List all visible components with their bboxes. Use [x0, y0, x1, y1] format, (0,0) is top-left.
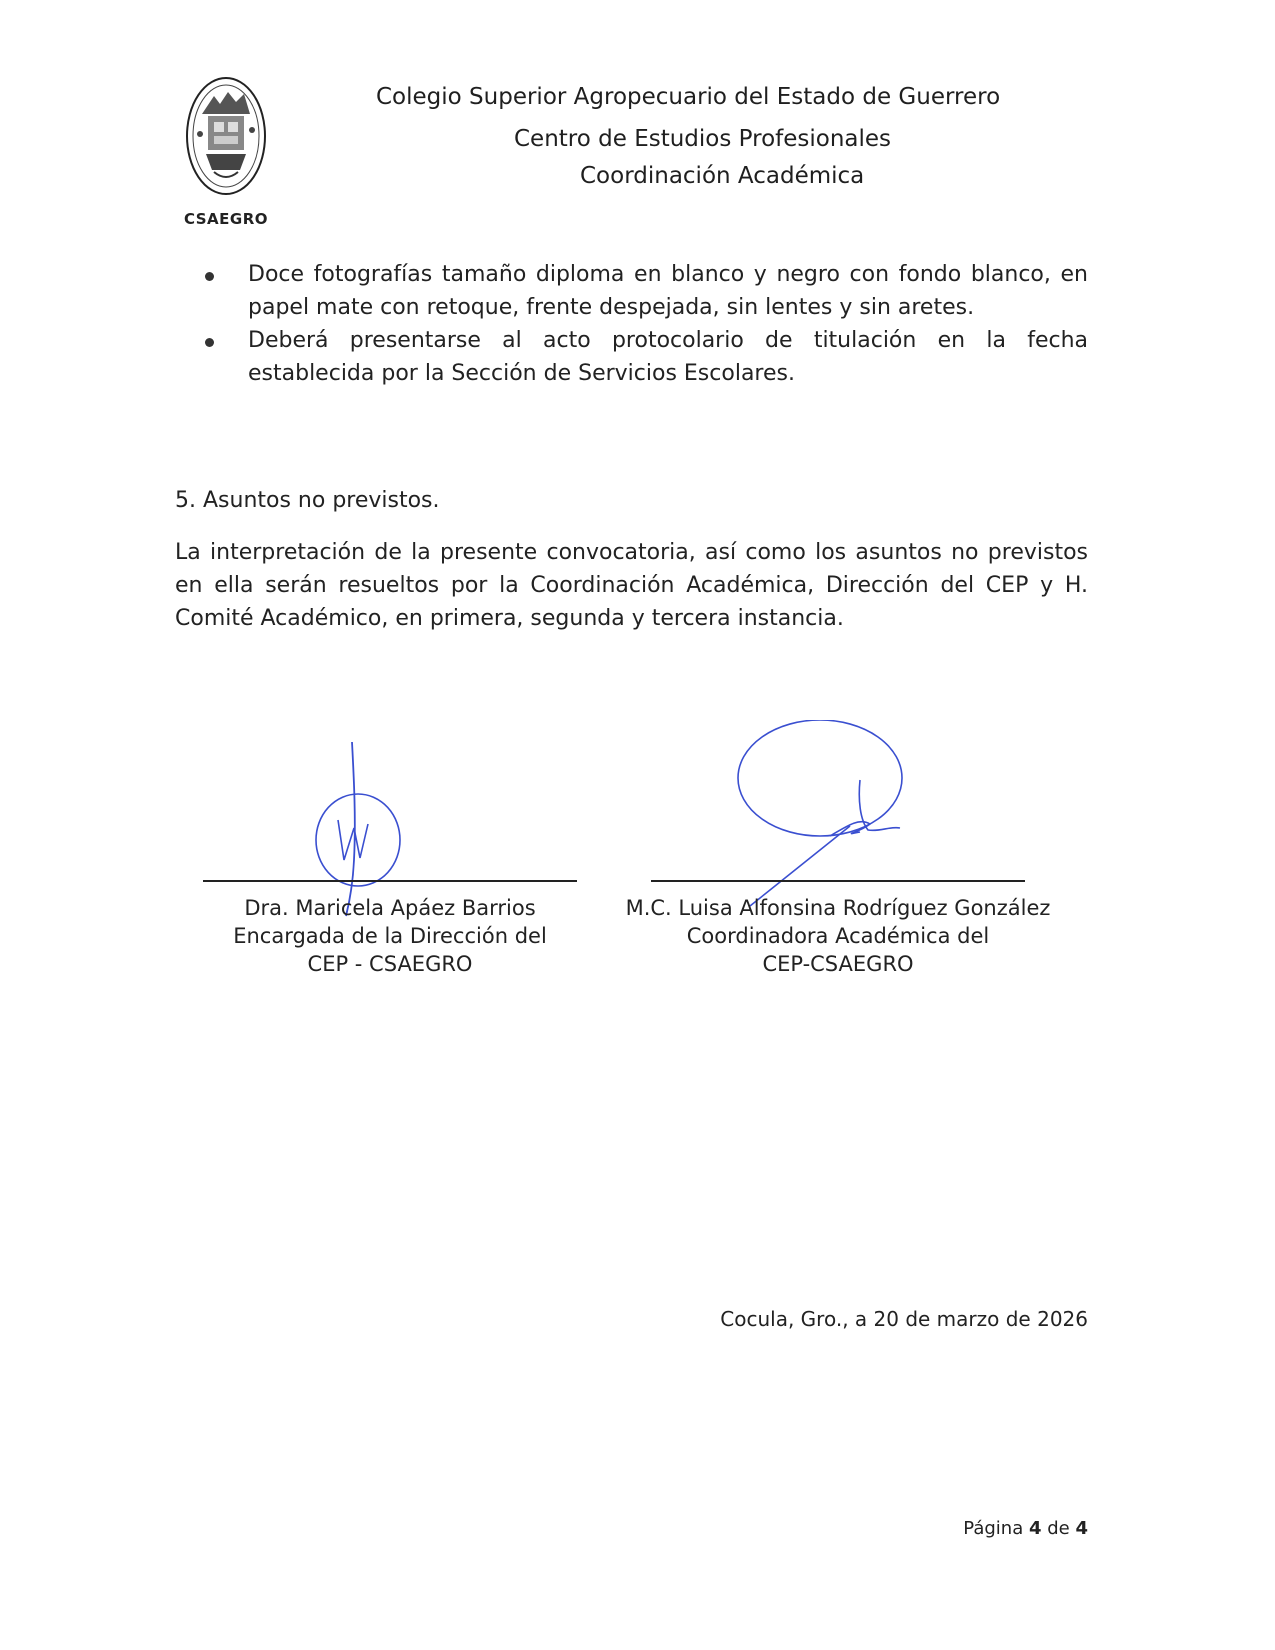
list-item-text: Doce fotografías tamaño diploma en blanco y negro con fondo blanco, en papel mate con retoque, frente despejada, sin lentes y sin aretes. — [248, 262, 1088, 320]
bullet-icon — [205, 272, 214, 281]
signature-line — [651, 880, 1025, 882]
institution-name: Colegio Superior Agropecuario del Estado de Guerrero — [376, 84, 1001, 110]
list-item — [175, 258, 1088, 324]
section-paragraph: La interpretación de la presente convocatoria, así como los asuntos no previstos en ella serán resueltos por la Coordinación Académica, Dirección del CEP y H. Comité Académico, en primera, segunda y tercera instancia. — [175, 540, 1088, 631]
institution-logo — [176, 74, 276, 228]
page-current: 4 — [1028, 1518, 1042, 1539]
page-label: Página — [963, 1518, 1024, 1539]
bullet-icon — [205, 338, 214, 347]
institution-center: Centro de Estudios Profesionales — [514, 126, 892, 152]
signature-line — [203, 880, 577, 882]
institution-department: Coordinación Académica — [580, 163, 865, 189]
signatory-name: M.C. Luisa Alfonsina Rodríguez González — [625, 896, 1051, 920]
signatory-name: Dra. Maricela Apáez Barrios — [244, 896, 536, 920]
place-date: Cocula, Gro., a 20 de marzo de 2026 — [720, 1307, 1088, 1331]
requirements-list — [175, 258, 1088, 390]
page-total: 4 — [1075, 1518, 1088, 1539]
signatory-block — [608, 880, 1068, 978]
page-number — [963, 1518, 1088, 1539]
section-heading: 5. Asuntos no previstos. — [175, 488, 440, 513]
list-item-text: Deberá presentarse al acto protocolario de titulación en la fecha establecida por la Sección de Servicios Escolares. — [248, 328, 1088, 386]
page-of: de — [1047, 1518, 1070, 1539]
list-item — [175, 324, 1088, 390]
csaegro-seal-icon — [184, 74, 268, 208]
signatory-role: Encargada de la Dirección del — [233, 924, 547, 948]
signatory-role: CEP-CSAEGRO — [762, 952, 914, 976]
signatory-block — [200, 880, 580, 978]
logo-caption: CSAEGRO — [183, 210, 269, 228]
signatory-role: Coordinadora Académica del — [686, 924, 990, 948]
signatory-role: CEP - CSAEGRO — [307, 952, 473, 976]
